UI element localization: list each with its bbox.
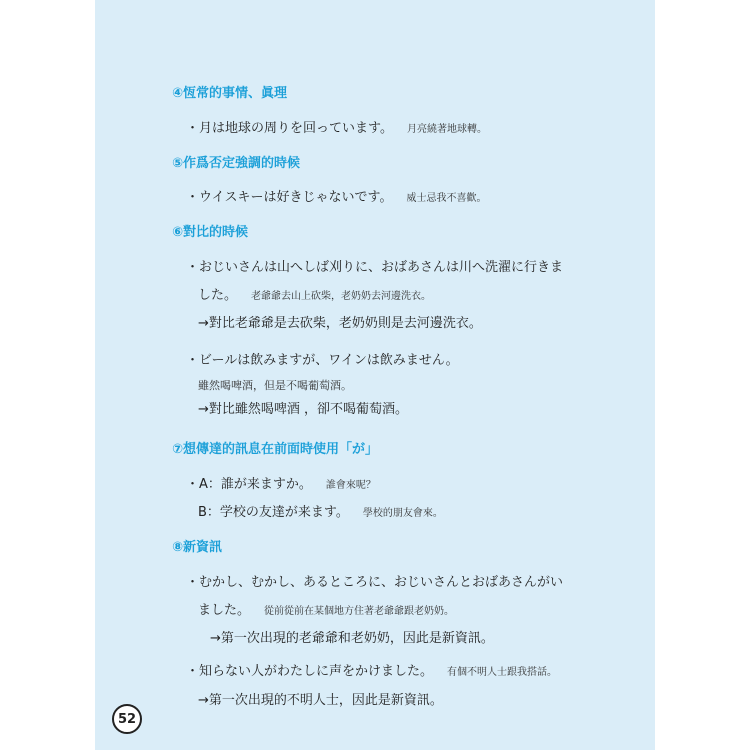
japanese-text: ・ビールは飲みますが、ワインは飲みません。 (186, 353, 459, 368)
page-number: 52 (117, 711, 137, 727)
example-sentence (186, 473, 376, 492)
japanese-text: ・A：誰が来ますか。 (186, 477, 312, 492)
japanese-text: ・月は地球の周りを回っています。 (186, 121, 393, 136)
japanese-text: ました。 (198, 603, 251, 618)
explanation-text: →第一次出現的不明人士，因此是新資訊。 (198, 693, 443, 708)
translation-text: 老爺爺去山上砍柴，老奶奶去河邊洗衣。 (251, 291, 432, 302)
translation-text: 威士忌我不喜歡。 (406, 193, 487, 204)
example-sentence (186, 256, 563, 275)
explanation-text: →對比雖然喝啤酒 ，卻不喝葡萄酒。 (198, 402, 409, 417)
section-heading-5: ⑤作爲否定強調的時候 (172, 156, 301, 171)
translation-text: 誰會來呢？ (325, 480, 376, 491)
example-sentence (186, 571, 563, 590)
example-sentence-continued (198, 284, 431, 303)
section-heading-8: ⑧新資訊 (172, 540, 223, 555)
example-sentence (198, 501, 443, 520)
translation-text: 從前從前在某個地方住著老爺爺跟老奶奶。 (264, 606, 455, 617)
example-sentence (186, 186, 486, 205)
section-heading-4: ④恆常的事情、眞理 (172, 86, 288, 101)
japanese-text: ・おじいさんは山へしば刈りに、おばあさんは川へ洗濯に行きま (186, 260, 564, 275)
translation-text: 有個不明人士跟我搭話。 (447, 667, 558, 678)
explanation-text: →對比老爺爺是去砍柴，老奶奶則是去河邊洗衣。 (198, 316, 482, 331)
translation-text: 雖然喝啤酒，但是不喝葡萄酒。 (198, 379, 352, 392)
example-sentence-continued (198, 599, 454, 618)
japanese-text: ・むかし、むかし、あるところに、おじいさんとおばあさんがい (186, 575, 564, 590)
translation-text: 月亮繞著地球轉。 (406, 124, 487, 135)
japanese-text: ・知らない人がわたしに声をかけました。 (186, 664, 434, 679)
japanese-text: B：学校の友達が来ます。 (198, 505, 349, 520)
example-sentence (186, 349, 459, 368)
section-heading-6: ⑥對比的時候 (172, 225, 249, 240)
example-sentence (186, 660, 557, 679)
japanese-text: した。 (198, 288, 238, 303)
translation-text: 學校的朋友會來。 (362, 508, 443, 519)
example-sentence (186, 117, 487, 136)
section-heading-7: ⑦想傳達的訊息在前面時使用「が」 (172, 442, 379, 457)
page-number-badge (112, 704, 142, 734)
explanation-text: →第一次出現的老爺爺和老奶奶，因此是新資訊。 (210, 631, 494, 646)
japanese-text: ・ウイスキーは好きじゃないです。 (186, 190, 393, 205)
